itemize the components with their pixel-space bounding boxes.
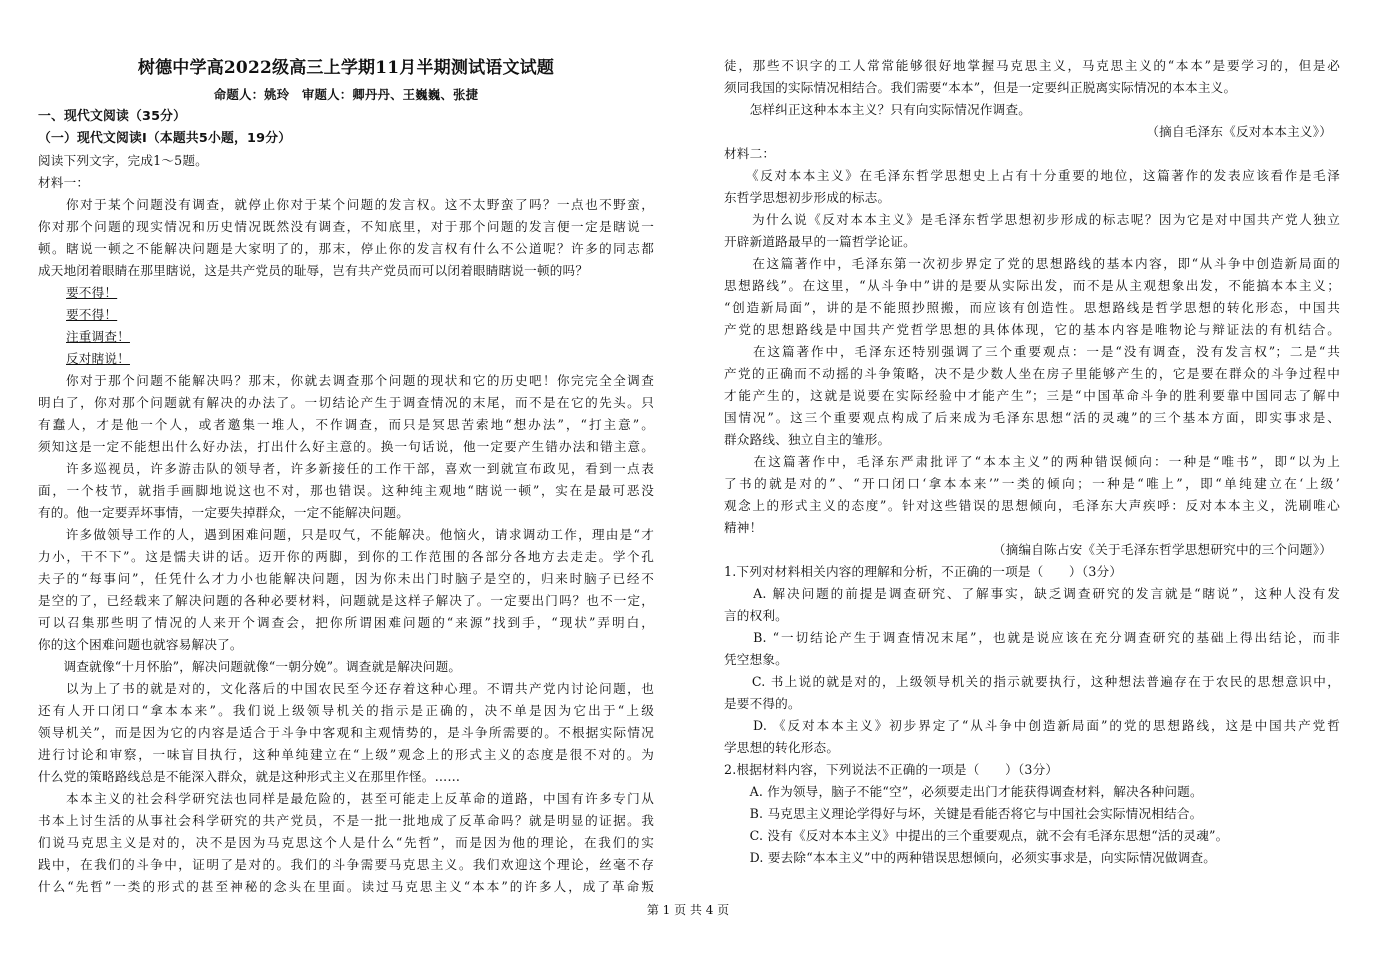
paragraph-line: 力小，干不下”。这是懦夫讲的话。迈开你的两脚，到你的工作范围的各部分各地方去走走。学个孔 xyxy=(38,549,654,564)
section-heading: 一、现代文阅读（35分） xyxy=(38,109,187,124)
paragraph-line: 明白了，你对那个问题就有解决的办法了。一切结论产生于调查情况的末尾，而不是在它的先头。只 xyxy=(38,395,654,410)
paragraph-line: 开辟新道路最早的一篇哲学论证。 xyxy=(724,234,916,249)
slogan-text: 反对瞎说！ xyxy=(66,351,130,366)
paragraph-line: 有蠢人，才是他一个人，或者邀集一堆人，不作调查，而只是冥思苦索地“想办法”，“打主意”。 xyxy=(38,417,654,432)
paragraph-line: 你对于那个问题不能解决吗？那末，你就去调查那个问题的现状和它的历史吧！你完完全全调查 xyxy=(38,373,654,388)
slogan-line xyxy=(66,283,117,303)
paragraph-line: 践中，在我们的斗争中，证明了是对的。我们的斗争需要马克思主义。我们欢迎这个理论，丝毫不存 xyxy=(38,857,654,872)
paragraph-line: 才能产生的，这就是说要在实际经验中才能产生”；三是“中国革命斗争的胜利要靠中国同志了解中 xyxy=(724,388,1340,403)
paragraph-line: 书本上讨生活的从事社会科学研究的共产党员，不是一批一批地成了反革命吗？就是明显的证据。我 xyxy=(38,813,654,828)
paragraph-line: 以为上了书的就是对的，文化落后的中国农民至今还存着这种心理。不谓共产党内讨论问题，也 xyxy=(38,681,654,696)
paragraph-line: 许多巡视员，许多游击队的领导者，许多新接任的工作干部，喜欢一到就宣布政见，看到一点表 xyxy=(38,461,654,476)
paragraph-line: 是空的了，已经载来了解决问题的各种必要材料，问题就是这样子解决了。一定要出门吗？也不一定， xyxy=(38,593,654,608)
material-1-label: 材料一： xyxy=(38,175,90,190)
paragraph-line: 调查就像“十月怀胎”，解决问题就像“一朝分娩”。调查就是解决问题。 xyxy=(38,659,462,674)
paragraph-line: 成天地闭着眼睛在那里瞎说，这是共产党员的耻辱，岂有共产党员而可以闭着眼睛瞎说一顿的吗？ xyxy=(38,263,589,278)
slogan-text: 要不得！ xyxy=(66,307,118,322)
slogan-line xyxy=(66,305,117,325)
paragraph-line: 观念上的形式主义的态度”。针对这些错误的思想倾向，毛泽东大声疾呼：反对本本主义，洗刷唯心 xyxy=(724,498,1340,513)
question-2-option-d: D. 要去除“本本主义”中的两种错误思想倾向，必须实事求是，向实际情况做调查。 xyxy=(724,850,1217,865)
paragraph-line: 怎样纠正这种本本主义？只有向实际情况作调查。 xyxy=(724,102,1032,117)
slogan-text: 注重调查！ xyxy=(66,329,130,344)
paragraph-line: 为什么说《反对本本主义》是毛泽东哲学思想初步形成的标志呢？因为它是对中国共产党人独立 xyxy=(724,212,1340,227)
paragraph-line: 你对于某个问题没有调查，就停止你对于某个问题的发言权。这不太野蛮了吗？一点也不野蛮， xyxy=(38,197,654,212)
paragraph-line: 东哲学思想初步形成的标志。 xyxy=(724,190,891,205)
slogan-text: 要不得！ xyxy=(66,285,118,300)
paragraph-line: 须知这是一定不能想出什么好办法，打出什么好主意的。换一句话说，他一定要产生错办法和错主意。 xyxy=(38,439,654,454)
paragraph-line: 思想路线”。在这里，“从斗争中”讲的是要从实际出发，而不是从主观想象出发，不能搞本本主义； xyxy=(724,278,1340,293)
paragraph-line: “创造新局面”，讲的是不能照抄照搬，而应该有创造性。思想路线是哲学思想的转化形态，中国共 xyxy=(724,300,1340,315)
question-2-stem: 2.根据材料内容，下列说法不正确的一项是（ ）（3分） xyxy=(724,762,1059,777)
paragraph-line: 本本主义的社会科学研究法也同样是最危险的，甚至可能走上反革命的道路，中国有许多专门从 xyxy=(38,791,654,806)
paragraph-line: 了书的就是对的”、“开口闭口‘拿本本来’”一类的倾向；一种是“唯上”，即“单纯建立在‘上级’ xyxy=(724,476,1340,491)
paragraph-line: 《反对本本主义》在毛泽东哲学思想史上占有十分重要的地位，这篇著作的发表应该看作是毛泽 xyxy=(724,168,1340,183)
paragraph-line: 领导机关”，而是因为它的内容是适合于斗争中客观和主观情势的，是斗争所需要的。不根据实际情况 xyxy=(38,725,654,740)
paragraph-line: 顿。瞎说一顿之不能解决问题是大家明了的，那末，停止你的发言权有什么不公道呢？许多的同志都 xyxy=(38,241,654,256)
question-2-option-c: C. 没有《反对本本主义》中提出的三个重要观点，就不会有毛泽东思想“活的灵魂”。 xyxy=(724,828,1229,843)
paragraph-line: 须同我国的实际情况相结合。我们需要“本本”，但是一定要纠正脱离实际情况的本本主义。 xyxy=(724,80,1237,95)
reading-instruction: 阅读下列文字，完成1～5题。 xyxy=(38,153,208,168)
exam-title: 树德中学高2022级高三上学期11月半期测试语文试题 xyxy=(137,58,555,78)
question-1-option-a: A. 解决问题的前提是调查研究、了解事实，缺乏调查研究的发言就是“瞎说”，这种人没有发 xyxy=(724,586,1340,601)
paragraph-line: 群众路线、独立自主的雏形。 xyxy=(724,432,891,447)
paragraph-line: 进行讨论和审察，一味盲目执行，这种单纯建立在“上级”观念上的形式主义的态度是很不对的。为 xyxy=(38,747,654,762)
question-1-stem: 1.下列对材料相关内容的理解和分析，不正确的一项是（ ）（3分） xyxy=(724,564,1123,579)
paragraph-line: 精神！ xyxy=(724,520,763,535)
question-1-option-d-cont: 学思想的转化形态。 xyxy=(724,740,840,755)
page-footer: 第 1 页 共 4 页 xyxy=(646,903,730,917)
paragraph-line: 在这篇著作中，毛泽东还特别强调了三个重要观点：一是“没有调查，没有发言权”；二是“共 xyxy=(724,344,1340,359)
slogan-line xyxy=(66,349,130,369)
question-2-option-a: A. 作为领导，脑子不能“空”，必须要走出门才能获得调查材料，解决各种问题。 xyxy=(724,784,1203,799)
question-1-option-a-cont: 言的权利。 xyxy=(724,608,788,623)
source-citation: （摘编自陈占安《关于毛泽东哲学思想研究中的三个问题》） xyxy=(992,542,1332,557)
paragraph-line: 你对那个问题的现实情况和历史情况既然没有调查，不知底里，对于那个问题的发言便一定是瞎说一 xyxy=(38,219,654,234)
paragraph-line: 什么“先哲”一类的形式的甚至神秘的念头在里面。读过马克思主义“本本”的许多人，成了革命叛 xyxy=(38,879,654,894)
slogan-line xyxy=(66,327,130,347)
paragraph-line: 你的这个困难问题也就容易解决了。 xyxy=(38,637,243,652)
paragraph-line: 还有人开口闭口“拿本本来”。我们说上级领导机关的指示是正确的，决不单是因为它出于“上级 xyxy=(38,703,654,718)
paragraph-line: 徒，那些不识字的工人常常能够很好地掌握马克思主义，马克思主义的“本本”是要学习的，但是必 xyxy=(724,58,1340,73)
paragraph-line: 有的。他一定要弄坏事情，一定要失掉群众，一定不能解决问题。 xyxy=(38,505,410,520)
paragraph-line: 产党的正确而不动摇的斗争策略，决不是少数人坐在房子里能够产生的，它是要在群众的斗争过程中 xyxy=(724,366,1340,381)
paragraph-line: 许多做领导工作的人，遇到困难问题，只是叹气，不能解决。他恼火，请求调动工作，理由是“才 xyxy=(38,527,654,542)
question-1-option-b-cont: 凭空想象。 xyxy=(724,652,788,667)
question-1-option-d: D. 《反对本本主义》初步界定了“从斗争中创造新局面”的党的思想路线，这是中国共产党哲 xyxy=(724,718,1340,733)
subsection-heading: （一）现代文阅读Ⅰ（本题共5小题，19分） xyxy=(38,131,292,146)
paragraph-line: 在这篇著作中，毛泽东严肃批评了“本本主义”的两种错误倾向：一种是“唯书”，即“以为上 xyxy=(724,454,1340,469)
exam-authors: 命题人：姚玲 审题人：卿丹丹、王巍巍、张捷 xyxy=(213,87,479,102)
question-2-option-b: B. 马克思主义理论学得好与坏，关键是看能否将它与中国社会实际情况相结合。 xyxy=(724,806,1203,821)
question-1-option-c-cont: 是要不得的。 xyxy=(724,696,801,711)
paragraph-line: 可以召集那些明了情况的人来开个调查会，把你所谓困难问题的“来源”找到手，“现状”弄明白， xyxy=(38,615,654,630)
question-1-option-c: C. 书上说的就是对的，上级领导机关的指示就要执行，这种想法普遍存在于农民的思想意识中， xyxy=(724,674,1340,689)
material-2-label: 材料二： xyxy=(724,146,776,161)
paragraph-line: 在这篇著作中，毛泽东第一次初步界定了党的思想路线的基本内容，即“从斗争中创造新局面的 xyxy=(724,256,1340,271)
paragraph-line: 面，一个枝节，就指手画脚地说这也不对，那也错误。这种纯主观地“瞎说一顿”，实在是最可恶没 xyxy=(38,483,654,498)
paragraph-line: 产党的思想路线是中国共产党哲学思想的具体体现，它的基本内容是唯物论与辩证法的有机结合。 xyxy=(724,322,1340,337)
question-1-option-b: B. “一切结论产生于调查情况末尾”，也就是说应该在充分调查研究的基础上得出结论，而非 xyxy=(724,630,1340,645)
paragraph-line: 什么党的策略路线总是不能深入群众，就是这种形式主义在那里作怪。…… xyxy=(38,769,461,784)
source-citation: （摘自毛泽东《反对本本主义》） xyxy=(1146,124,1332,139)
paragraph-line: 们说马克思主义是对的，决不是因为马克思这个人是什么“先哲”，而是因为他的理论，在我们的实 xyxy=(38,835,654,850)
paragraph-line: 国情况”。这三个重要观点构成了后来成为毛泽东思想“活的灵魂”的三个基本方面，即实事求是、 xyxy=(724,410,1340,425)
paragraph-line: 夫子的“每事问”，任凭什么才力小也能解决问题，因为你未出门时脑子是空的，归来时脑子已经不 xyxy=(38,571,654,586)
